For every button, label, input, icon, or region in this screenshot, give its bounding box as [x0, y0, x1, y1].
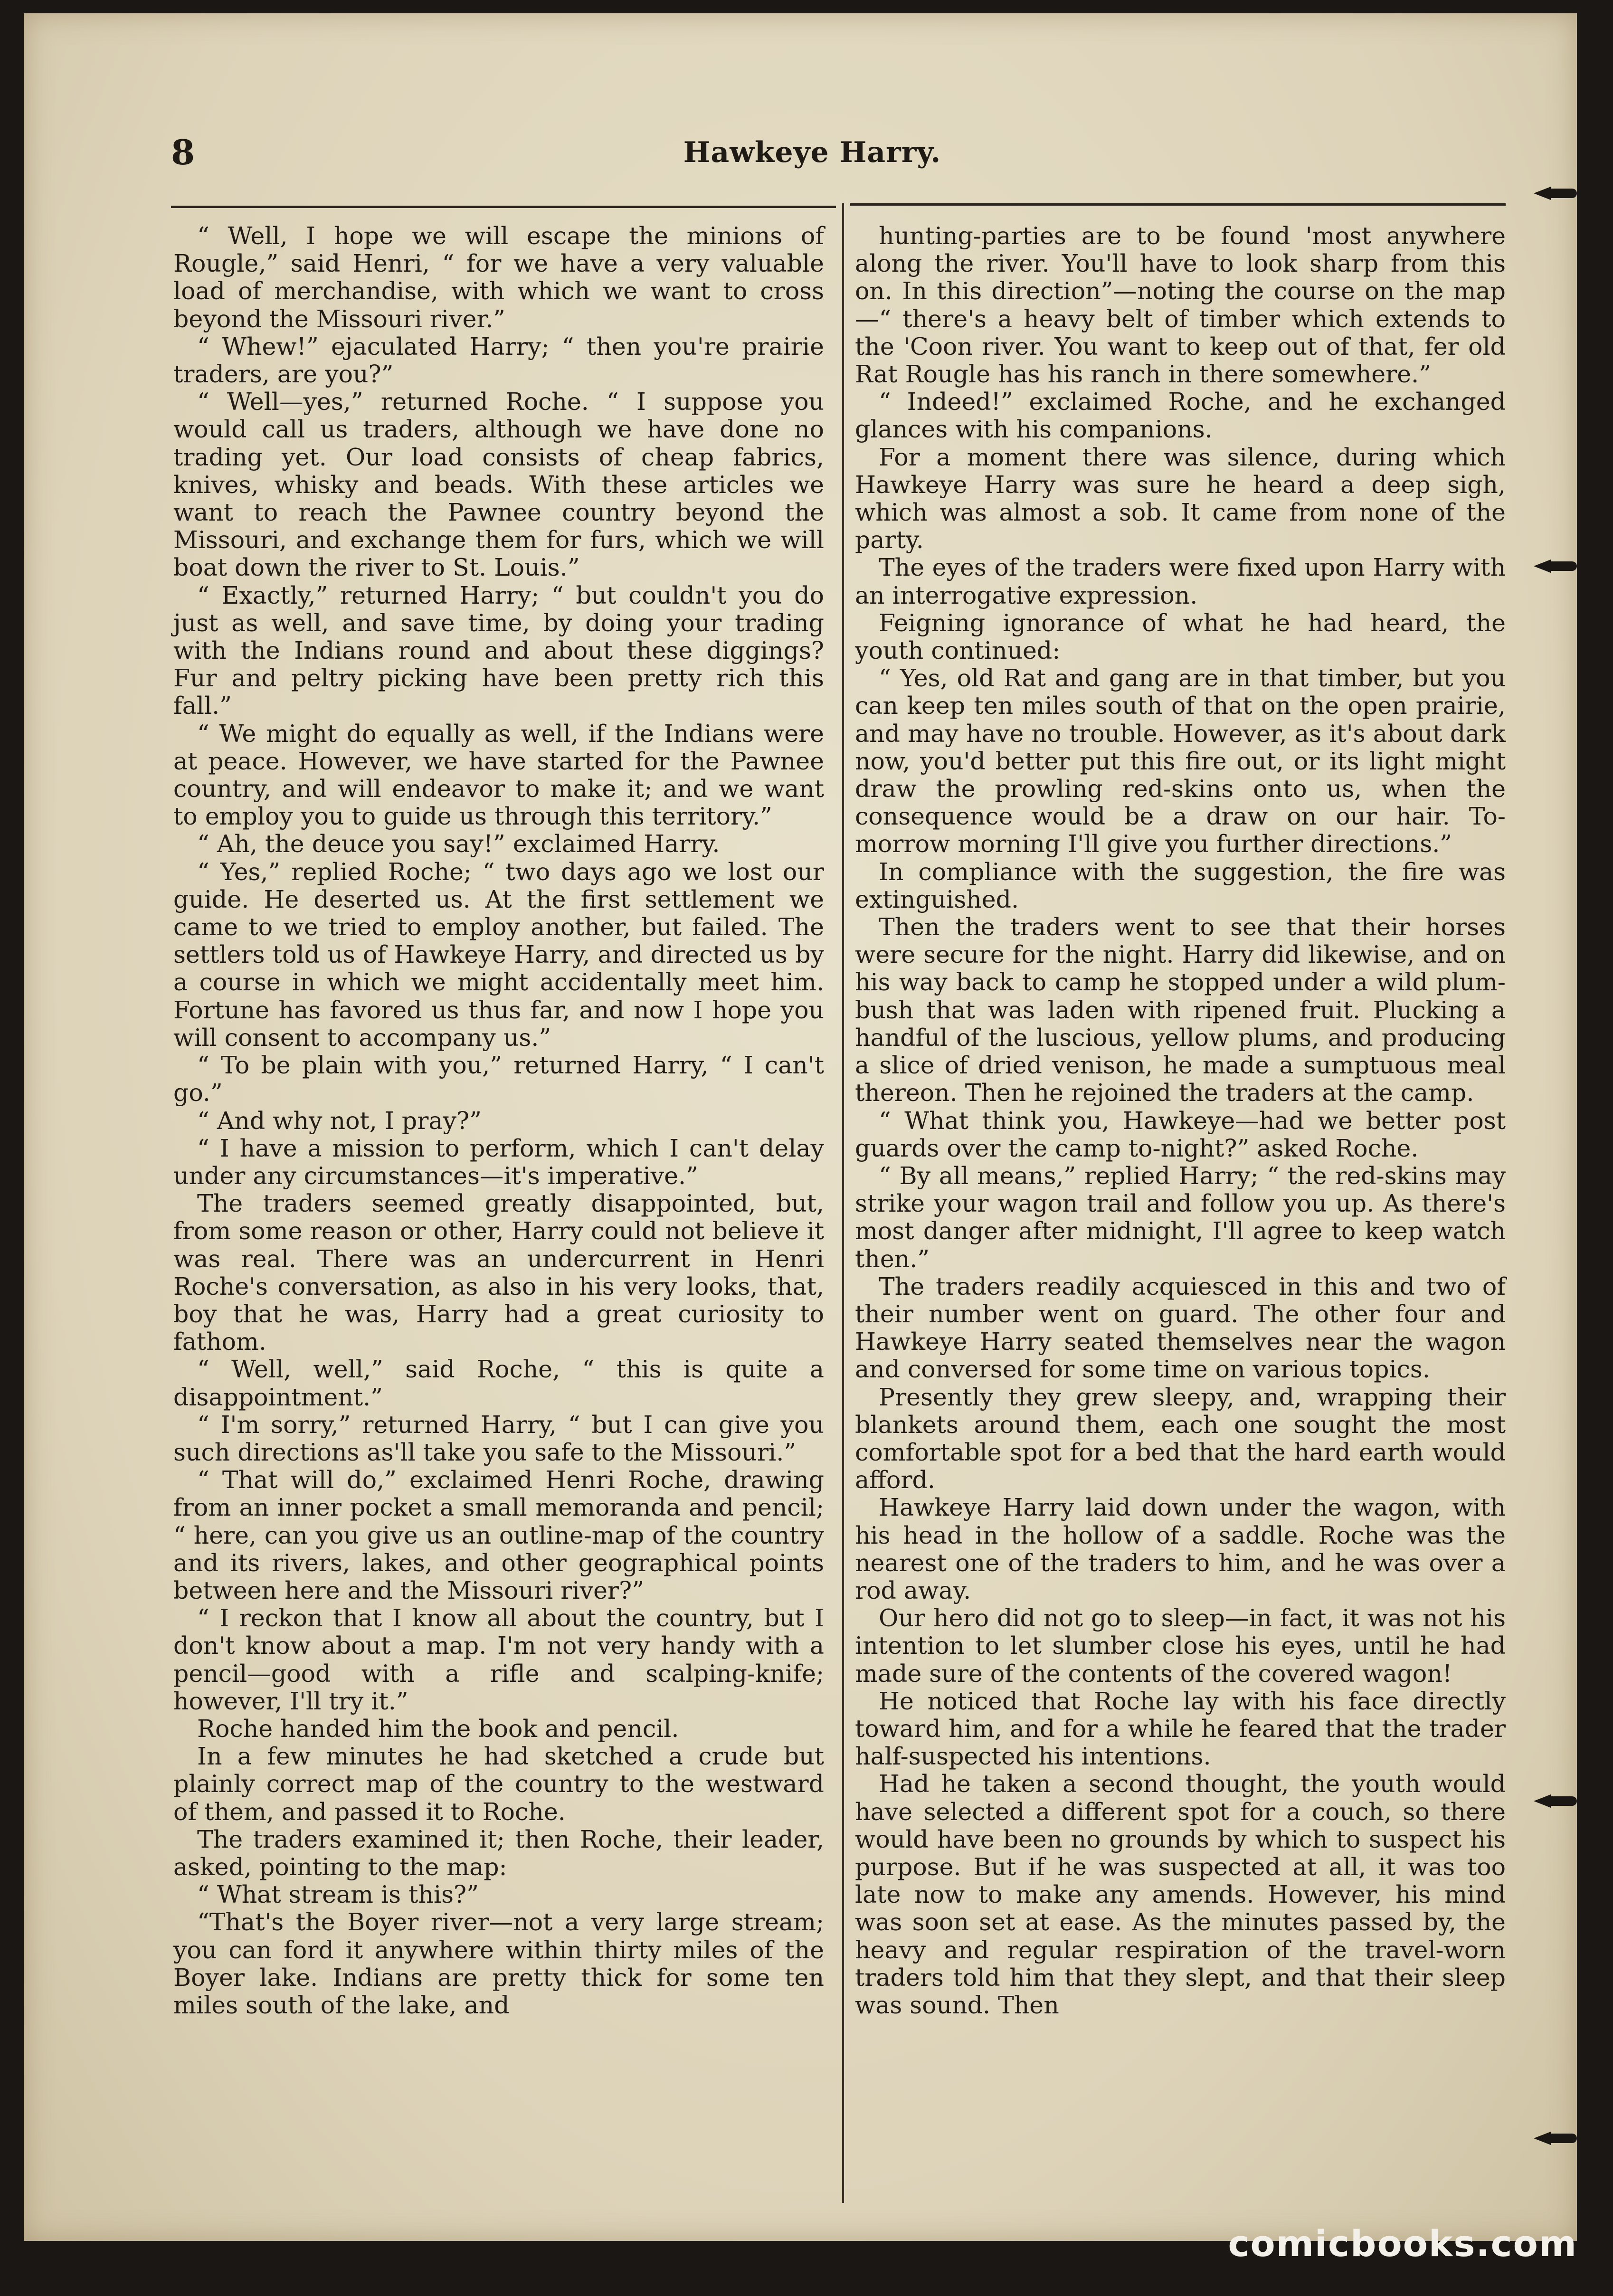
- paragraph: “ I reckon that I know all about the country, but I don't know about a map. I'm not very handy with a pencil—good with a rifle and scalping-knife; however, I'll try it.”: [173, 1604, 824, 1715]
- header-rule-right: [850, 203, 1506, 206]
- paragraph: The eyes of the traders were fixed upon Harry with an interrogative expression.: [855, 553, 1506, 609]
- page-title: Hawkeye Harry.: [683, 136, 941, 169]
- left-column: [173, 222, 824, 2019]
- header-rule-left: [171, 206, 836, 208]
- paragraph: Had he taken a second thought, the youth would have selected a different spot for a couch, so there would have been no grounds by which to suspect his purpose. But if he was suspected at all, it was too late now to make any amends. However, his mind was soon set at ease. As the minutes passed by, the heavy and regular respiration of the travel-worn traders told him that they slept, and that their sleep was sound. Then: [855, 1770, 1506, 2019]
- paragraph: In compliance with the suggestion, the fire was extinguished.: [855, 857, 1506, 913]
- paragraph: “ What stream is this?”: [197, 1880, 479, 1909]
- paragraph: “ Yes, old Rat and gang are in that timber, but you can keep ten miles south of that on the open prairie, and may have no trouble. However, as it's about dark now, you'd better put this fire out, or its light might draw the prowling red-skins onto us, when the consequence would be a draw on our hair. To-morrow morning I'll give you further directions.”: [855, 664, 1506, 858]
- paragraph: “ Ah, the deuce you say!” exclaimed Harry.: [197, 830, 720, 858]
- paragraph: “That's the Boyer river—not a very large stream; you can ford it anywhere within thirty miles of the Boyer lake. Indians are pretty thick for some ten miles south of the lake, and: [173, 1908, 824, 2019]
- paragraph: “ Well—yes,” returned Roche. “ I suppose you would call us traders, although we have done no trading yet. Our load consists of cheap fabrics, knives, whisky and beads. With these articles we want to reach the Pawnee country beyond the Missouri, and exchange them for furs, which we will boat down the river to St. Louis.”: [173, 388, 824, 582]
- right-column: [855, 222, 1506, 2019]
- paragraph: “ Well, I hope we will escape the minions of Rougle,” said Henri, “ for we have a very valuable load of merchandise, with which we want to cross beyond the Missouri river.”: [173, 222, 824, 333]
- paragraph: He noticed that Roche lay with his face directly toward him, and for a while he feared that the trader half-suspected his intentions.: [855, 1687, 1506, 1771]
- paragraph: “ Yes,” replied Roche; “ two days ago we lost our guide. He deserted us. At the first settlement we came to we tried to employ another, but failed. The settlers told us of Hawkeye Harry, and directed us by a course in which we might accidentally meet him. Fortune has favored us thus far, and now I hope you will consent to accompany us.”: [173, 857, 824, 1052]
- paragraph: “ We might do equally as well, if the Indians were at peace. However, we have started for the Pawnee country, and will endeavor to make it; and we want to employ you to guide us through this territory.”: [173, 719, 824, 831]
- paragraph: “ By all means,” replied Harry; “ the red-skins may strike your wagon trail and follow you up. As there's most danger after midnight, I'll agree to keep watch then.”: [855, 1161, 1506, 1273]
- binding-tab-marker: [1534, 560, 1577, 573]
- paragraph: Roche handed him the book and pencil.: [197, 1714, 679, 1743]
- site-watermark: comicbooks.com: [1228, 2222, 1577, 2265]
- paragraph: “ Exactly,” returned Harry; “ but couldn't you do just as well, and save time, by doing your trading with the Indians round and about these diggings? Fur and peltry picking have been pretty rich this fall.”: [173, 581, 824, 720]
- paragraph: “ To be plain with you,” returned Harry, “ I can't go.”: [173, 1051, 824, 1107]
- paragraph: “ Well, well,” said Roche, “ this is quite a disappointment.”: [173, 1355, 824, 1411]
- paragraph: Feigning ignorance of what he had heard, the youth continued:: [855, 608, 1506, 665]
- column-divider: [842, 203, 844, 2203]
- paragraph: hunting-parties are to be found 'most anywhere along the river. You'll have to look sharp from this on. In this direction”—noting the course on the map—“ there's a heavy belt of timber which extends to the 'Coon river. You want to keep out of that, fer old Rat Rougle has his ranch in there somewhere.”: [855, 222, 1506, 389]
- page-number: 8: [171, 132, 195, 172]
- paragraph: Then the traders went to see that their horses were secure for the night. Harry did likewise, and on his way back to camp he stopped under a wild plum-bush that was laden with ripened fruit. Plucking a handful of the luscious, yellow plums, and producing a slice of dried venison, he made a sumptuous meal thereon. Then he rejoined the traders at the camp.: [855, 913, 1506, 1107]
- paragraph: The traders seemed greatly disappointed, but, from some reason or other, Harry could not believe it was real. There was an undercurrent in Henri Roche's conversation, as also in his very looks, that, boy that he was, Harry had a great curiosity to fathom.: [173, 1189, 824, 1356]
- paragraph: “ I'm sorry,” returned Harry, “ but I can give you such directions as'll take you safe to the Missouri.”: [173, 1410, 824, 1466]
- binding-tab-marker: [1534, 1794, 1577, 1808]
- paragraph: “ Whew!” ejaculated Harry; “ then you're prairie traders, are you?”: [173, 332, 824, 389]
- paragraph: In a few minutes he had sketched a crude but plainly correct map of the country to the westward of them, and passed it to Roche.: [173, 1742, 824, 1826]
- page-header: [142, 127, 1482, 184]
- paragraph: “ And why not, I pray?”: [197, 1106, 482, 1135]
- paragraph: “ I have a mission to perform, which I can't delay under any circumstances—it's imperative.”: [173, 1134, 824, 1190]
- paragraph: “ What think you, Hawkeye—had we better post guards over the camp to-night?” asked Roche.: [855, 1106, 1506, 1162]
- binding-tab-marker: [1534, 2132, 1577, 2145]
- paragraph: The traders examined it; then Roche, their leader, asked, pointing to the map:: [173, 1825, 824, 1881]
- paragraph: Hawkeye Harry laid down under the wagon, with his head in the hollow of a saddle. Roche was the nearest one of the traders to him, and he was over a rod away.: [855, 1493, 1506, 1604]
- paragraph: “ That will do,” exclaimed Henri Roche, drawing from an inner pocket a small memoranda and pencil; “ here, can you give us an outline-map of the country and its rivers, lakes, and other geographical points between here and the Missouri river?”: [173, 1466, 824, 1604]
- binding-tab-marker: [1534, 187, 1577, 200]
- paragraph: “ Indeed!” exclaimed Roche, and he exchanged glances with his companions.: [855, 388, 1506, 444]
- paragraph: Our hero did not go to sleep—in fact, it was not his intention to let slumber close his eyes, until he had made sure of the contents of the covered wagon!: [855, 1604, 1506, 1688]
- paragraph: For a moment there was silence, during which Hawkeye Harry was sure he heard a deep sigh, which was almost a sob. It came from none of the party.: [855, 443, 1506, 554]
- paragraph: Presently they grew sleepy, and, wrapping their blankets around them, each one sought the most comfortable spot for a bed that the hard earth would afford.: [855, 1383, 1506, 1494]
- document-page: [24, 13, 1577, 2241]
- paragraph: The traders readily acquiesced in this and two of their number went on guard. The other four and Hawkeye Harry seated themselves near the wagon and conversed for some time on various topics.: [855, 1272, 1506, 1384]
